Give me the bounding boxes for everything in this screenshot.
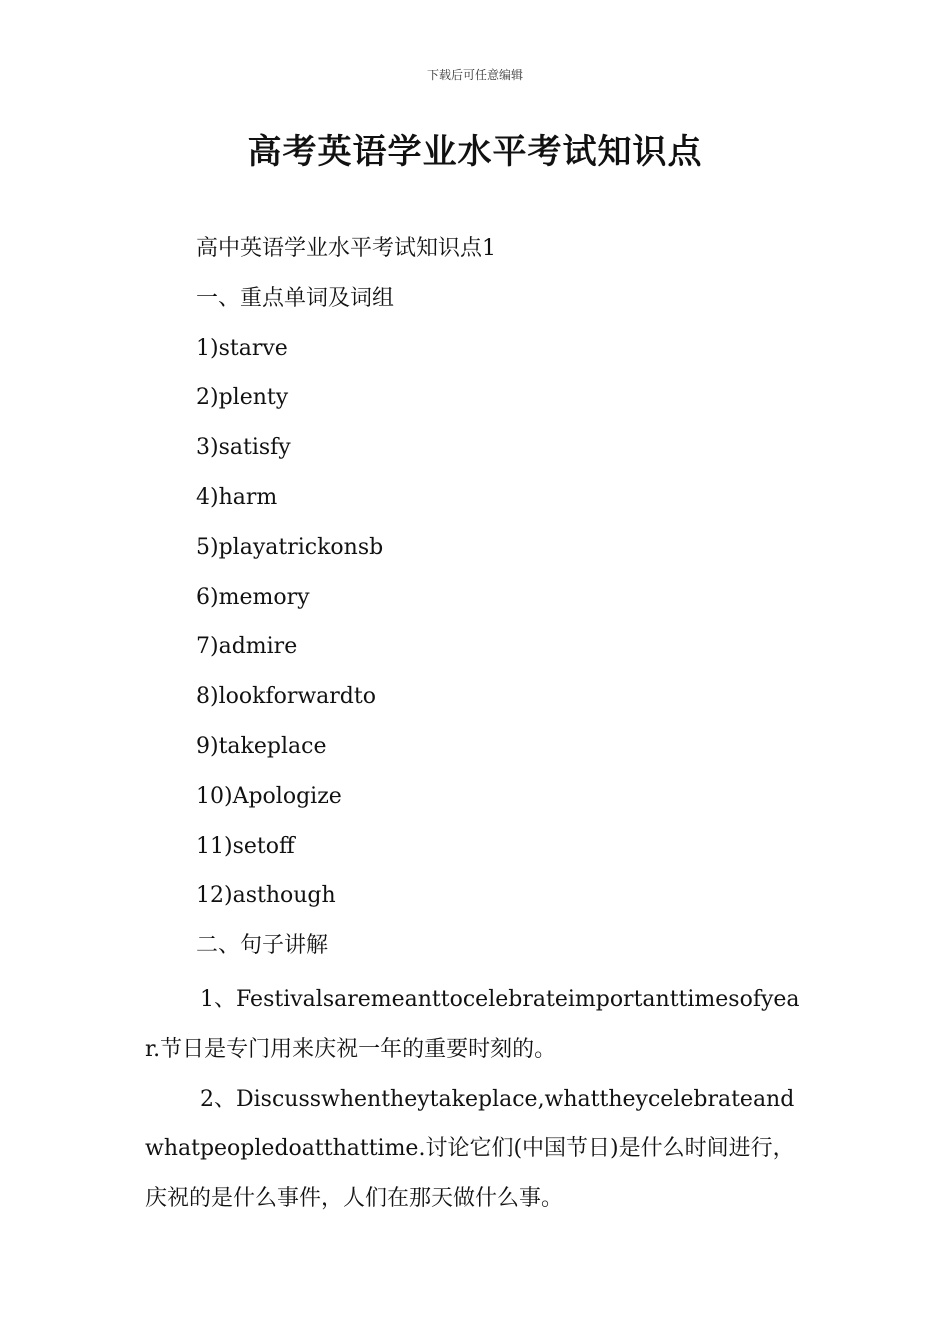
- section-heading-vocab: 一、重点单词及词组: [196, 285, 395, 311]
- vocab-item: 7)admire: [196, 634, 298, 660]
- vocab-item: 3)satisfy: [196, 435, 291, 461]
- sentence-paragraph: 2、Discusswhentheytakeplace,whattheycelebrateandwhatpeopledoatthattime.讨论它们(中国节日)是什么时间进行，庆祝的是什么事件，人们在那天做什么事。: [145, 1086, 795, 1212]
- vocab-item: 9)takeplace: [196, 733, 327, 759]
- section-heading-sentences: 二、句子讲解: [196, 933, 329, 959]
- vocab-item: 6)memory: [196, 584, 310, 610]
- vocab-item: 1)starve: [196, 335, 288, 361]
- vocab-item: 2)plenty: [196, 385, 289, 411]
- document-body: [145, 228, 810, 1224]
- header-note: 下载后可任意编辑: [426, 68, 523, 82]
- subtitle: 高中英语学业水平考试知识点1: [196, 236, 496, 261]
- sentence-paragraph: 1、Festivalsaremeanttocelebrateimportanttimesofyear.节日是专门用来庆祝一年的重要时刻的。: [145, 986, 800, 1062]
- vocab-item: 12)asthough: [196, 883, 336, 909]
- vocab-item: 5)playatrickonsb: [196, 534, 384, 560]
- vocab-item: 10)Apologize: [196, 783, 342, 809]
- document-title: 高考英语学业水平考试知识点: [247, 132, 703, 172]
- vocab-item: 8)lookforwardto: [196, 684, 376, 710]
- vocab-item: 11)setoff: [196, 833, 295, 859]
- vocab-item: 4)harm: [196, 484, 278, 510]
